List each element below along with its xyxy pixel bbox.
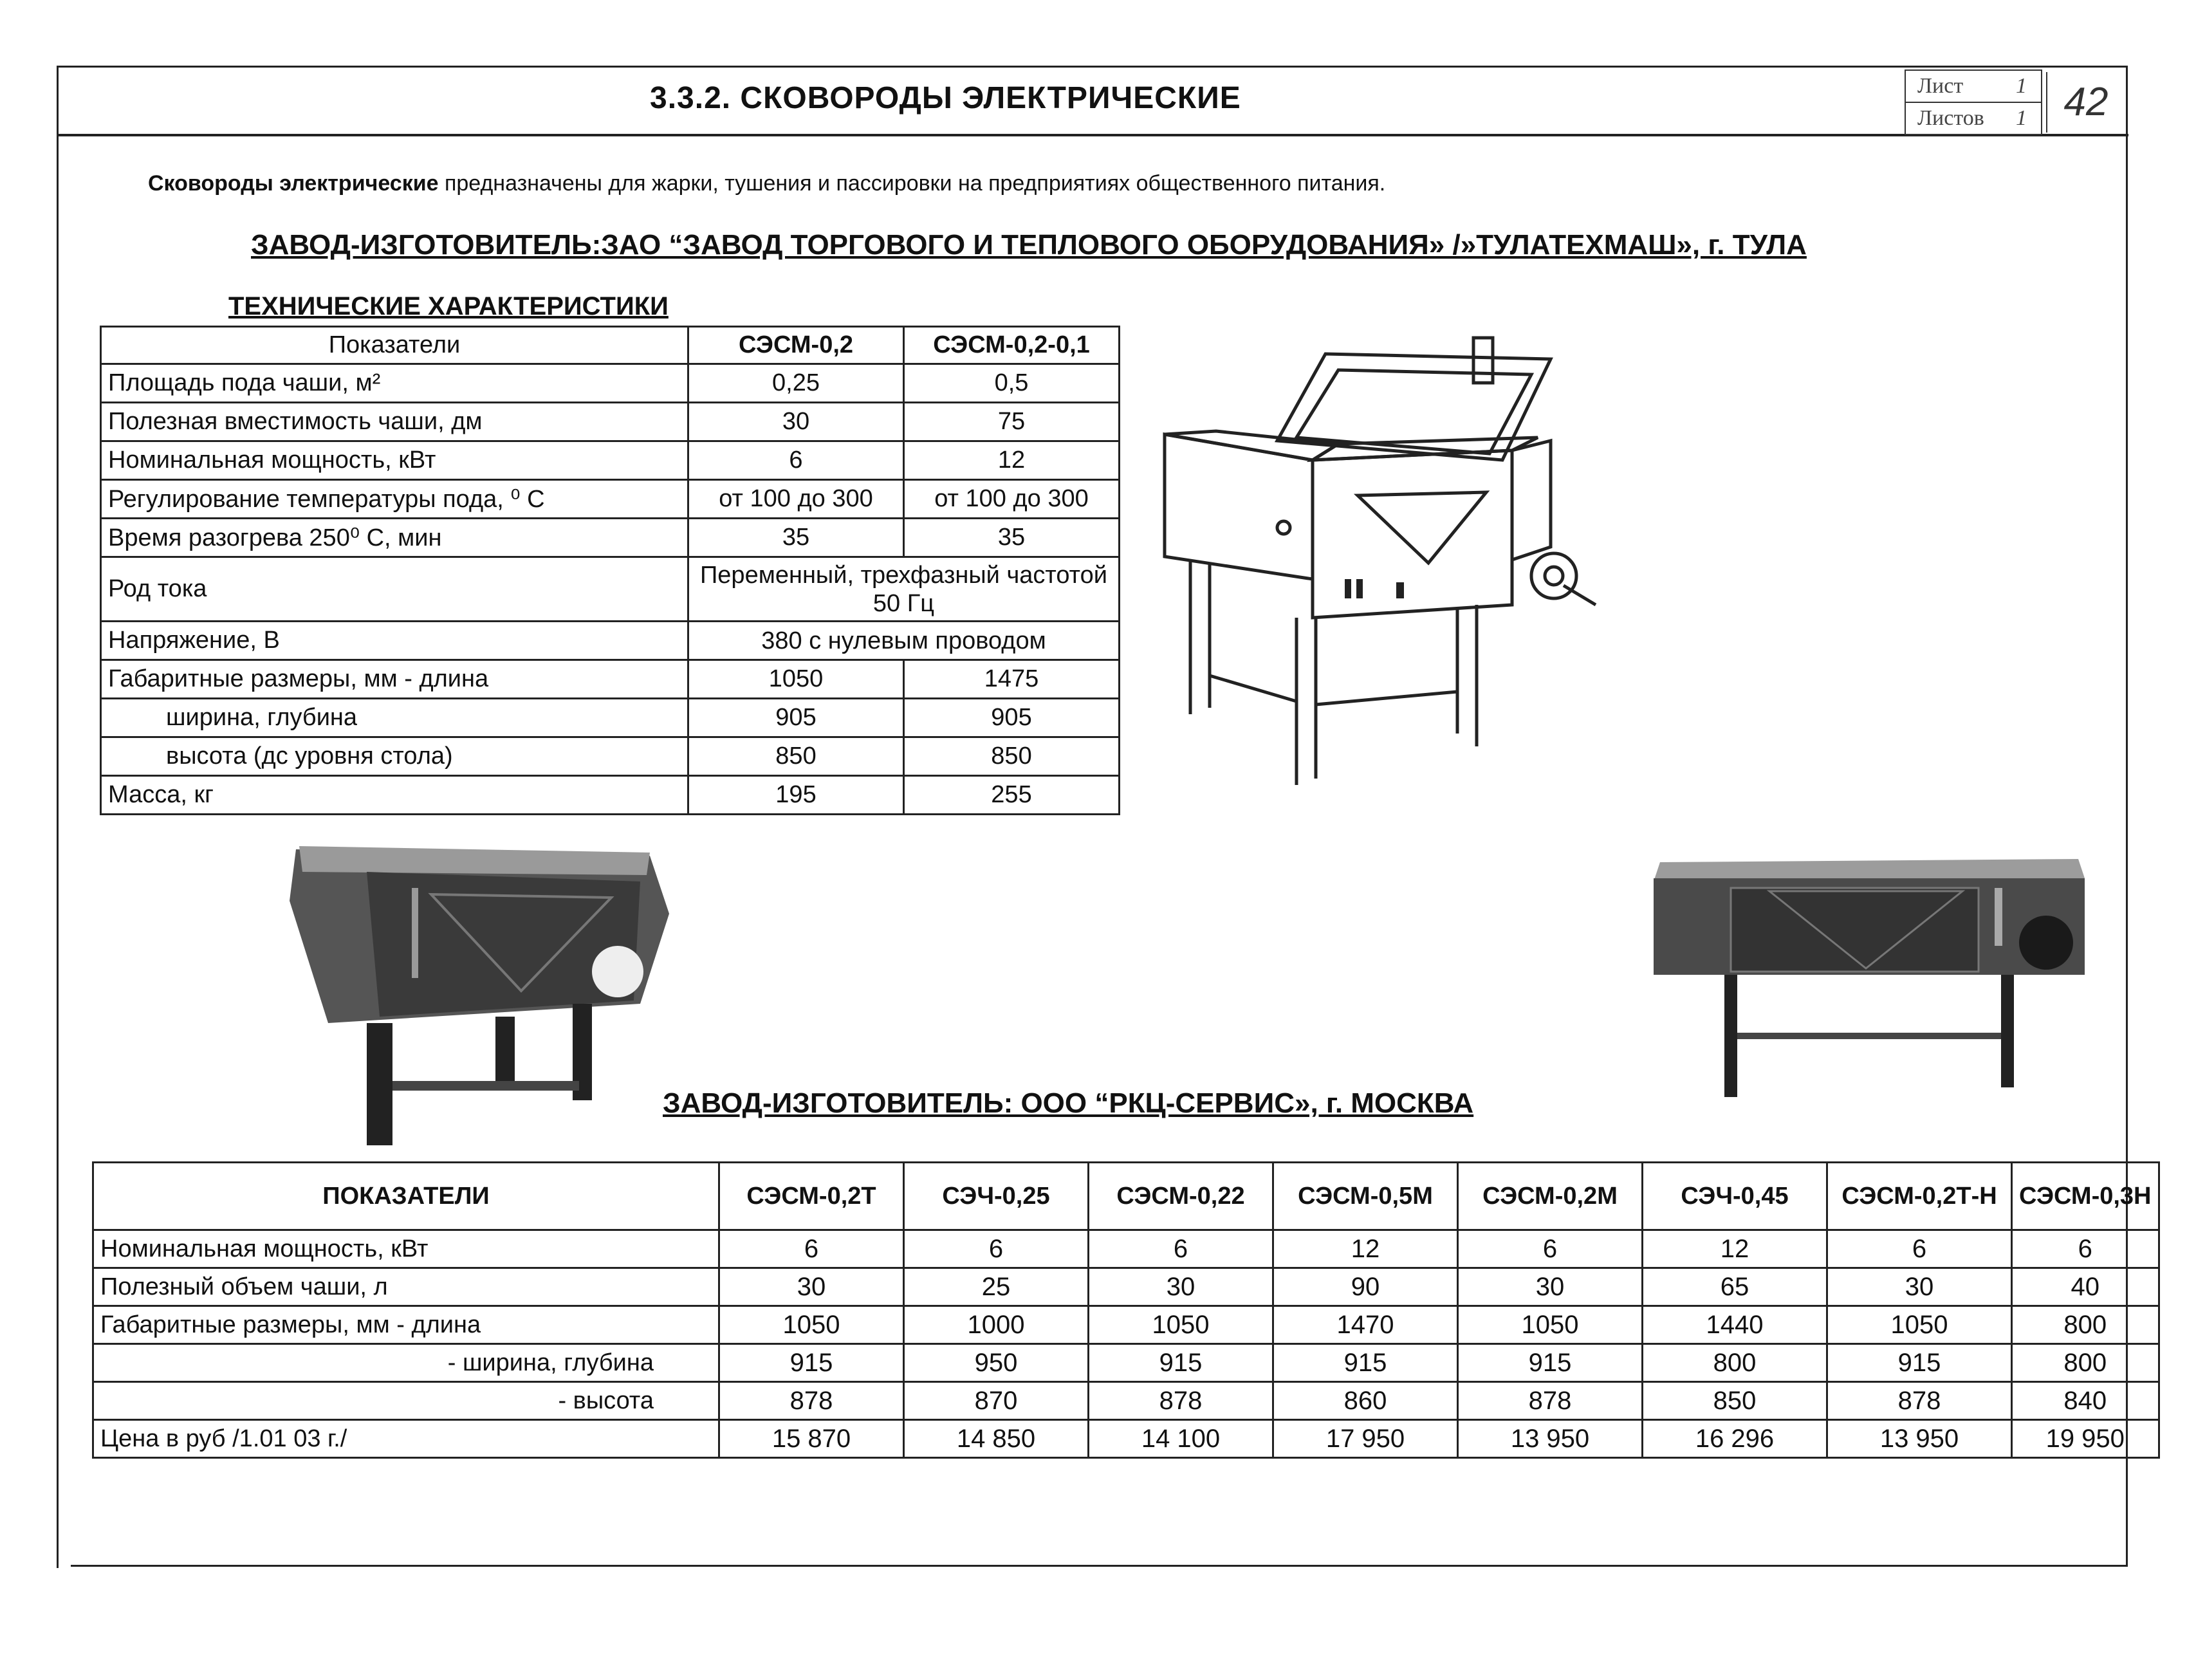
header-divider [57, 134, 2128, 136]
cell: 40 [2012, 1268, 2159, 1306]
table-row [101, 441, 1120, 480]
cell: 25 [904, 1268, 1089, 1306]
row-label: Номинальная мощность, кВт [101, 441, 688, 480]
table-row [93, 1230, 2159, 1268]
cell: 6 [904, 1230, 1089, 1268]
cell: 800 [2012, 1306, 2159, 1344]
col-header: СЭЧ-0,45 [1643, 1163, 1827, 1230]
cell: 870 [904, 1382, 1089, 1420]
row-label: Масса, кг [101, 776, 688, 815]
row-label: ширина, глубина [101, 699, 688, 737]
cell: 1050 [1827, 1306, 2012, 1344]
merged-cell: 380 с нулевым проводом [688, 622, 1120, 660]
cell: 878 [1458, 1382, 1643, 1420]
sheets-value: 1 [2016, 106, 2027, 130]
cell: 915 [1273, 1344, 1458, 1382]
table-row [101, 737, 1120, 776]
cell: 30 [688, 403, 904, 441]
cell: 1475 [904, 660, 1120, 699]
cell: 6 [1458, 1230, 1643, 1268]
cell: 950 [904, 1344, 1089, 1382]
cell: 16 296 [1643, 1420, 1827, 1458]
cell: 800 [1643, 1344, 1827, 1382]
cell: 1440 [1643, 1306, 1827, 1344]
cell: 878 [1827, 1382, 2012, 1420]
specs-table-moscow [92, 1161, 2160, 1459]
table-row [93, 1420, 2159, 1458]
cell: 30 [1458, 1268, 1643, 1306]
sheet-label: Лист [1917, 74, 1964, 98]
page-frame-bottom [71, 1565, 2128, 1567]
cell: 860 [1273, 1382, 1458, 1420]
cell: 65 [1643, 1268, 1827, 1306]
cell: 6 [1089, 1230, 1273, 1268]
row-label: Напряжение, В [101, 622, 688, 660]
cell: 14 850 [904, 1420, 1089, 1458]
sheet-stamp [1905, 69, 2042, 135]
cell: 1050 [719, 1306, 904, 1344]
cell: 12 [1643, 1230, 1827, 1268]
cell: 0,5 [904, 364, 1120, 403]
cell: 17 950 [1273, 1420, 1458, 1458]
cell: 35 [688, 519, 904, 557]
manufacturer-heading-moscow: ЗАВОД-ИЗГОТОВИТЕЛЬ: ООО “РКЦ-СЕРВИС», г. МОСКВА [663, 1087, 1474, 1119]
cell: 915 [719, 1344, 904, 1382]
table-row [101, 364, 1120, 403]
page-title: 3.3.2. СКОВОРОДЫ ЭЛЕКТРИЧЕСКИЕ [650, 81, 1241, 115]
table-header-row [101, 327, 1120, 364]
cell: 0,25 [688, 364, 904, 403]
cell: 75 [904, 403, 1120, 441]
cell: 905 [904, 699, 1120, 737]
row-label: Время разогрева 250⁰ С, мин [101, 519, 688, 557]
page-number: 42 [2046, 72, 2125, 133]
cell: 850 [688, 737, 904, 776]
tilting-pan-drawing [1152, 335, 1628, 791]
tilting-pan-photo-right [1647, 840, 2091, 1103]
table-row [101, 403, 1120, 441]
row-label: Цена в руб /1.01 03 г./ [93, 1420, 719, 1458]
table-header-row [93, 1163, 2159, 1230]
table-row [93, 1344, 2159, 1382]
row-label: - высота [93, 1382, 719, 1420]
row-label: Полезный объем чаши, л [93, 1268, 719, 1306]
cell: 255 [904, 776, 1120, 815]
table-row [101, 557, 1120, 622]
col-header: СЭЧ-0,25 [904, 1163, 1089, 1230]
row-label: Род тока [101, 557, 688, 622]
row-label: - ширина, глубина [93, 1344, 719, 1382]
col-header: ПОКАЗАТЕЛИ [93, 1163, 719, 1230]
table-row [101, 776, 1120, 815]
cell: 13 950 [1827, 1420, 2012, 1458]
specs-title: ТЕХНИЧЕСКИЕ ХАРАКТЕРИСТИКИ [228, 292, 669, 320]
cell: 6 [719, 1230, 904, 1268]
sheets-row [1906, 103, 2041, 134]
row-label: высота (дс уровня стола) [101, 737, 688, 776]
row-label: Площадь пода чаши, м² [101, 364, 688, 403]
cell: 915 [1827, 1344, 2012, 1382]
intro-rest: предназначены для жарки, тушения и пассировки на предприятиях общественного питания. [438, 171, 1386, 196]
cell: 6 [1827, 1230, 2012, 1268]
cell: 12 [1273, 1230, 1458, 1268]
sheet-row [1906, 71, 2041, 103]
table-row [93, 1268, 2159, 1306]
col-header: СЭСМ-0,3Н [2012, 1163, 2159, 1230]
intro-text [148, 171, 1385, 196]
cell: от 100 до 300 [688, 480, 904, 519]
cell: 915 [1458, 1344, 1643, 1382]
row-label: Номинальная мощность, кВт [93, 1230, 719, 1268]
sheet-value: 1 [2016, 74, 2027, 98]
col-header: Показатели [101, 327, 688, 364]
cell: 13 950 [1458, 1420, 1643, 1458]
cell: 850 [904, 737, 1120, 776]
cell: 12 [904, 441, 1120, 480]
cell: 30 [1089, 1268, 1273, 1306]
cell: 14 100 [1089, 1420, 1273, 1458]
cell: 878 [719, 1382, 904, 1420]
cell: 15 870 [719, 1420, 904, 1458]
cell: 840 [2012, 1382, 2159, 1420]
cell: 1050 [688, 660, 904, 699]
cell: от 100 до 300 [904, 480, 1120, 519]
specs-table-tula [100, 326, 1120, 815]
table-row [93, 1382, 2159, 1420]
row-label: Габаритные размеры, мм - длина [101, 660, 688, 699]
row-label: Полезная вместимость чаши, дм [101, 403, 688, 441]
cell: 30 [719, 1268, 904, 1306]
col-header: СЭСМ-0,22 [1089, 1163, 1273, 1230]
col-header: СЭСМ-0,2-0,1 [904, 327, 1120, 364]
manufacturer-heading-tula: ЗАВОД-ИЗГОТОВИТЕЛЬ:ЗАО “ЗАВОД ТОРГОВОГО И ТЕПЛОВОГО ОБОРУДОВАНИЯ» /»ТУЛАТЕХМАШ», г. ТУЛА [251, 229, 1807, 261]
cell: 30 [1827, 1268, 2012, 1306]
table-row [101, 660, 1120, 699]
merged-cell: Переменный, трехфазный частотой 50 Гц [688, 557, 1120, 622]
cell: 6 [2012, 1230, 2159, 1268]
cell: 1050 [1089, 1306, 1273, 1344]
cell: 195 [688, 776, 904, 815]
cell: 1000 [904, 1306, 1089, 1344]
table-row [101, 699, 1120, 737]
col-header: СЭСМ-0,2М [1458, 1163, 1643, 1230]
cell: 1470 [1273, 1306, 1458, 1344]
col-header: СЭСМ-0,2Т-Н [1827, 1163, 2012, 1230]
cell: 915 [1089, 1344, 1273, 1382]
cell: 878 [1089, 1382, 1273, 1420]
cell: 850 [1643, 1382, 1827, 1420]
row-label: Регулирование температуры пода, ⁰ С [101, 480, 688, 519]
col-header: СЭСМ-0,2 [688, 327, 904, 364]
cell: 6 [688, 441, 904, 480]
sheets-label: Листов [1917, 106, 1984, 130]
tilting-pan-photo-left [290, 836, 669, 1152]
table-row [101, 480, 1120, 519]
cell: 1050 [1458, 1306, 1643, 1344]
cell: 905 [688, 699, 904, 737]
cell: 90 [1273, 1268, 1458, 1306]
col-header: СЭСМ-0,2Т [719, 1163, 904, 1230]
table-row [93, 1306, 2159, 1344]
intro-bold: Сковороды электрические [148, 171, 439, 196]
col-header: СЭСМ-0,5М [1273, 1163, 1458, 1230]
cell: 800 [2012, 1344, 2159, 1382]
cell: 19 950 [2012, 1420, 2159, 1458]
table-row [101, 622, 1120, 660]
row-label: Габаритные размеры, мм - длина [93, 1306, 719, 1344]
table-row [101, 519, 1120, 557]
cell: 35 [904, 519, 1120, 557]
